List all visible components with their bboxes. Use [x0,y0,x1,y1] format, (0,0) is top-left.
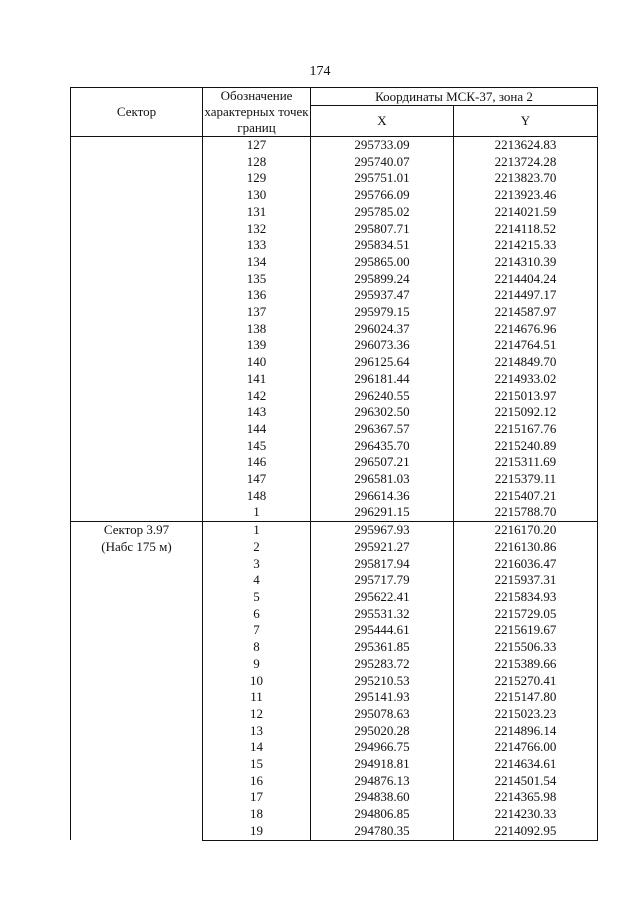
coord-y: 2214849.70 [454,354,598,371]
point-number: 139 [203,337,311,354]
coord-y: 2215092.12 [454,404,598,421]
coord-x: 295979.15 [311,304,454,321]
point-number: 3 [203,556,311,573]
point-number: 138 [203,321,311,338]
point-number: 129 [203,170,311,187]
coord-y: 2214896.14 [454,723,598,740]
coord-x: 296125.64 [311,354,454,371]
coord-y: 2215788.70 [454,504,598,521]
point-number: 147 [203,471,311,488]
coordinates-table [70,87,598,841]
coord-x: 294918.81 [311,756,454,773]
coord-x: 296367.57 [311,421,454,438]
coord-x: 296073.36 [311,337,454,354]
coord-x: 295740.07 [311,154,454,171]
coord-y: 2215379.11 [454,471,598,488]
coord-y: 2214501.54 [454,773,598,790]
point-number: 7 [203,622,311,639]
coord-x: 295210.53 [311,673,454,690]
coord-x: 296614.36 [311,488,454,505]
point-number: 16 [203,773,311,790]
coord-x: 295899.24 [311,271,454,288]
sector-name: Сектор 3.97 [103,522,170,538]
coord-y: 2214764.51 [454,337,598,354]
coord-y: 2214766.00 [454,739,598,756]
coord-y: 2214310.39 [454,254,598,271]
coord-x: 296507.21 [311,454,454,471]
table-row [71,522,598,539]
coord-x: 295361.85 [311,639,454,656]
point-number: 4 [203,572,311,589]
sector-cell [71,137,203,522]
coord-y: 2215023.23 [454,706,598,723]
point-number: 144 [203,421,311,438]
coord-y: 2214230.33 [454,806,598,823]
point-number: 128 [203,154,311,171]
coord-x: 295937.47 [311,287,454,304]
coord-y: 2213923.46 [454,187,598,204]
coord-y: 2214092.95 [454,823,598,840]
coord-x: 295283.72 [311,656,454,673]
coord-y: 2215729.05 [454,606,598,623]
table-body [71,137,598,841]
point-number: 140 [203,354,311,371]
coord-x: 295807.71 [311,221,454,238]
coord-x: 296181.44 [311,371,454,388]
coord-x: 295751.01 [311,170,454,187]
coord-x: 294780.35 [311,823,454,840]
coord-y: 2215013.97 [454,388,598,405]
page-number: 174 [309,64,331,79]
coord-y: 2216036.47 [454,556,598,573]
header-point-label: Обозначение характерных точек границ [204,88,309,135]
coord-y: 2214933.02 [454,371,598,388]
point-number: 1 [203,522,311,539]
coord-y: 2215407.21 [454,488,598,505]
coord-x: 295020.28 [311,723,454,740]
point-number: 143 [203,404,311,421]
coord-x: 296024.37 [311,321,454,338]
coord-x: 295785.02 [311,204,454,221]
coord-x: 295078.63 [311,706,454,723]
coord-y: 2215937.31 [454,572,598,589]
coord-x: 295141.93 [311,689,454,706]
coord-y: 2215834.93 [454,589,598,606]
point-number: 148 [203,488,311,505]
coord-x: 295531.32 [311,606,454,623]
header-coords-title: Координаты МСК-37, зона 2 [311,88,598,106]
coord-x: 294876.13 [311,773,454,790]
sector-cell [71,522,203,840]
point-number: 10 [203,673,311,690]
coord-y: 2213624.83 [454,137,598,154]
coord-y: 2215506.33 [454,639,598,656]
coord-x: 295817.94 [311,556,454,573]
point-number: 133 [203,237,311,254]
coord-x: 294838.60 [311,789,454,806]
coord-x: 296291.15 [311,504,454,521]
point-number: 19 [203,823,311,840]
coord-y: 2214021.59 [454,204,598,221]
point-number: 14 [203,739,311,756]
point-number: 146 [203,454,311,471]
coord-y: 2214365.98 [454,789,598,806]
coord-y: 2214497.17 [454,287,598,304]
coord-y: 2215167.76 [454,421,598,438]
point-number: 13 [203,723,311,740]
point-number: 6 [203,606,311,623]
point-number: 17 [203,789,311,806]
coord-y: 2215240.89 [454,438,598,455]
point-number: 15 [203,756,311,773]
header-sector: Сектор [71,88,203,137]
header-y: Y [454,106,598,137]
coord-y: 2214404.24 [454,271,598,288]
point-number: 135 [203,271,311,288]
point-number: 141 [203,371,311,388]
coord-y: 2214634.61 [454,756,598,773]
coord-x: 295717.79 [311,572,454,589]
coord-y: 2214118.52 [454,221,598,238]
coord-y: 2213724.28 [454,154,598,171]
coord-y: 2215311.69 [454,454,598,471]
coord-x: 296435.70 [311,438,454,455]
point-number: 134 [203,254,311,271]
coord-y: 2214215.33 [454,237,598,254]
point-number: 9 [203,656,311,673]
point-number: 132 [203,221,311,238]
point-number: 1 [203,504,311,521]
point-number: 11 [203,689,311,706]
coord-x: 296581.03 [311,471,454,488]
point-number: 5 [203,589,311,606]
coord-y: 2216170.20 [454,522,598,539]
coord-y: 2215619.67 [454,622,598,639]
table-header [71,88,598,137]
point-number: 137 [203,304,311,321]
coord-x: 295444.61 [311,622,454,639]
coord-x: 295733.09 [311,137,454,154]
coord-x: 294806.85 [311,806,454,823]
coord-x: 294966.75 [311,739,454,756]
coord-y: 2215270.41 [454,673,598,690]
coord-x: 295967.93 [311,522,454,539]
coord-y: 2213823.70 [454,170,598,187]
coord-x: 295622.41 [311,589,454,606]
point-number: 145 [203,438,311,455]
point-number: 8 [203,639,311,656]
coord-x: 296240.55 [311,388,454,405]
coord-x: 295921.27 [311,539,454,556]
point-number: 2 [203,539,311,556]
header-x: X [311,106,454,137]
coord-y: 2216130.86 [454,539,598,556]
sector-name: (Набс 175 м) [101,538,172,554]
coord-y: 2215389.66 [454,656,598,673]
coord-x: 296302.50 [311,404,454,421]
point-number: 131 [203,204,311,221]
point-number: 130 [203,187,311,204]
coord-x: 295834.51 [311,237,454,254]
coord-y: 2215147.80 [454,689,598,706]
coord-x: 295766.09 [311,187,454,204]
coord-x: 295865.00 [311,254,454,271]
point-number: 136 [203,287,311,304]
table-row [71,137,598,154]
coord-y: 2214676.96 [454,321,598,338]
point-number: 12 [203,706,311,723]
point-number: 18 [203,806,311,823]
point-number: 142 [203,388,311,405]
point-number: 127 [203,137,311,154]
coord-y: 2214587.97 [454,304,598,321]
